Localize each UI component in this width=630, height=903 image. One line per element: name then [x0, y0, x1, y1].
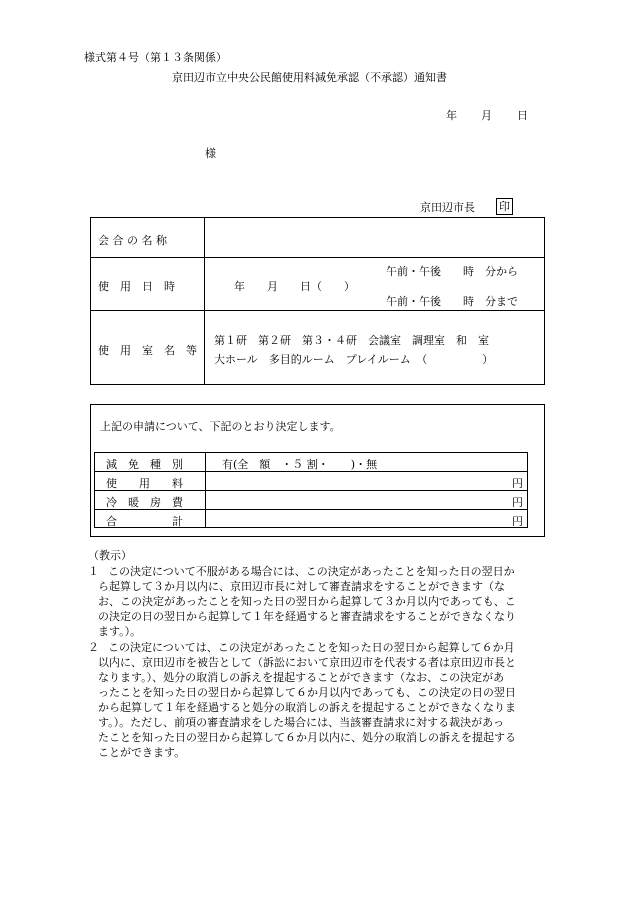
- usage-fee-unit: 円: [512, 477, 523, 490]
- aircon-fee-label: 冷 暖 房 費: [106, 496, 183, 509]
- notice-item-1-line: この決定について不服がある場合には、この決定があったことを知った日の翌日か: [108, 565, 515, 578]
- addressee-suffix: 様: [205, 147, 216, 160]
- notice-item-2-line: から起算して１年を経過すると処分の取消しの訴えを提起することができなくなりま: [98, 701, 516, 714]
- decision-intro: 上記の申請について、下記のとおり決定します。: [100, 420, 341, 433]
- date-year: 年: [446, 109, 457, 122]
- usage-datetime-label: 使 用 日 時: [98, 280, 175, 293]
- notice-item-2-line: す。）。ただし、前項の審査請求をした場合には、当該審査請求に対する裁決があっ: [98, 716, 505, 729]
- rooms-line-2: 大ホール 多目的ルーム プレイルーム （ ）: [214, 353, 494, 366]
- notice-item-2-line: たことを知った日の翌日から起算して６か月以内に、処分の取消しの訴えを提起する: [98, 731, 516, 744]
- rooms-line-1: 第１研 第２研 第３・４研 会議室 調理室 和 室: [214, 334, 489, 347]
- notice-item-2-line: この決定については、この決定があったことを知った日の翌日から起算して６か月: [108, 641, 515, 654]
- notice-heading: （教示）: [88, 549, 132, 562]
- notice-item-2-line: ったことを知った日の翌日から起算して６か月以内であっても、この決定の日の翌日: [98, 686, 516, 699]
- time-to: 午前・午後 時 分まで: [386, 295, 518, 308]
- notice-item-2-line: 以内に、京田辺市を被告として（訴訟において京田辺市を代表する者は京田辺市長と: [98, 656, 516, 669]
- date-day: 日: [517, 109, 528, 122]
- table-divider: [204, 217, 205, 385]
- form-number: 様式第４号（第１３条関係）: [84, 51, 227, 64]
- notice-item-1-line: ます。）。: [98, 625, 142, 638]
- date-month: 月: [481, 109, 492, 122]
- notice-item-1-line: の決定の日の翌日から起算して１年を経過すると審査請求をすることができなくなり: [98, 610, 516, 623]
- table-divider: [90, 310, 545, 311]
- notice-item-1-number: １: [88, 565, 99, 578]
- total-label: 合 計: [106, 515, 183, 528]
- issuer: 京田辺市長: [420, 201, 475, 214]
- notice-item-2-number: ２: [88, 641, 99, 654]
- usage-fee-label: 使 用 料: [106, 477, 183, 490]
- table-divider: [90, 257, 545, 258]
- reduction-type-value: 有(全 額 ・５ 割・ )・無: [222, 458, 378, 471]
- total-unit: 円: [512, 515, 523, 528]
- seal-mark: 印: [496, 198, 513, 215]
- notice-item-2-line: ことができます。: [98, 746, 186, 759]
- meeting-name-label: 会 合 の 名 称: [98, 234, 167, 247]
- notice-item-1-line: お、この決定があったことを知った日の翌日から起算して３か月以内であっても、こ: [98, 595, 516, 608]
- time-from: 午前・午後 時 分から: [386, 265, 518, 278]
- document-title: 京田辺市立中央公民館使用料減免承認（不承認）通知書: [172, 71, 447, 84]
- usage-date: 年 月 日（ ）: [234, 280, 355, 293]
- notice-item-2-line: なります。）、処分の取消しの訴えを提起することができます（なお、この決定があ: [98, 671, 505, 684]
- meeting-name-value: [210, 224, 540, 254]
- room-label: 使 用 室 名 等: [98, 344, 197, 357]
- aircon-fee-unit: 円: [512, 496, 523, 509]
- notice-item-1-line: ら起算して３か月以内に、京田辺市長に対して審査請求をすることができます（な: [98, 580, 505, 593]
- reduction-type-label: 減 免 種 別: [106, 458, 183, 471]
